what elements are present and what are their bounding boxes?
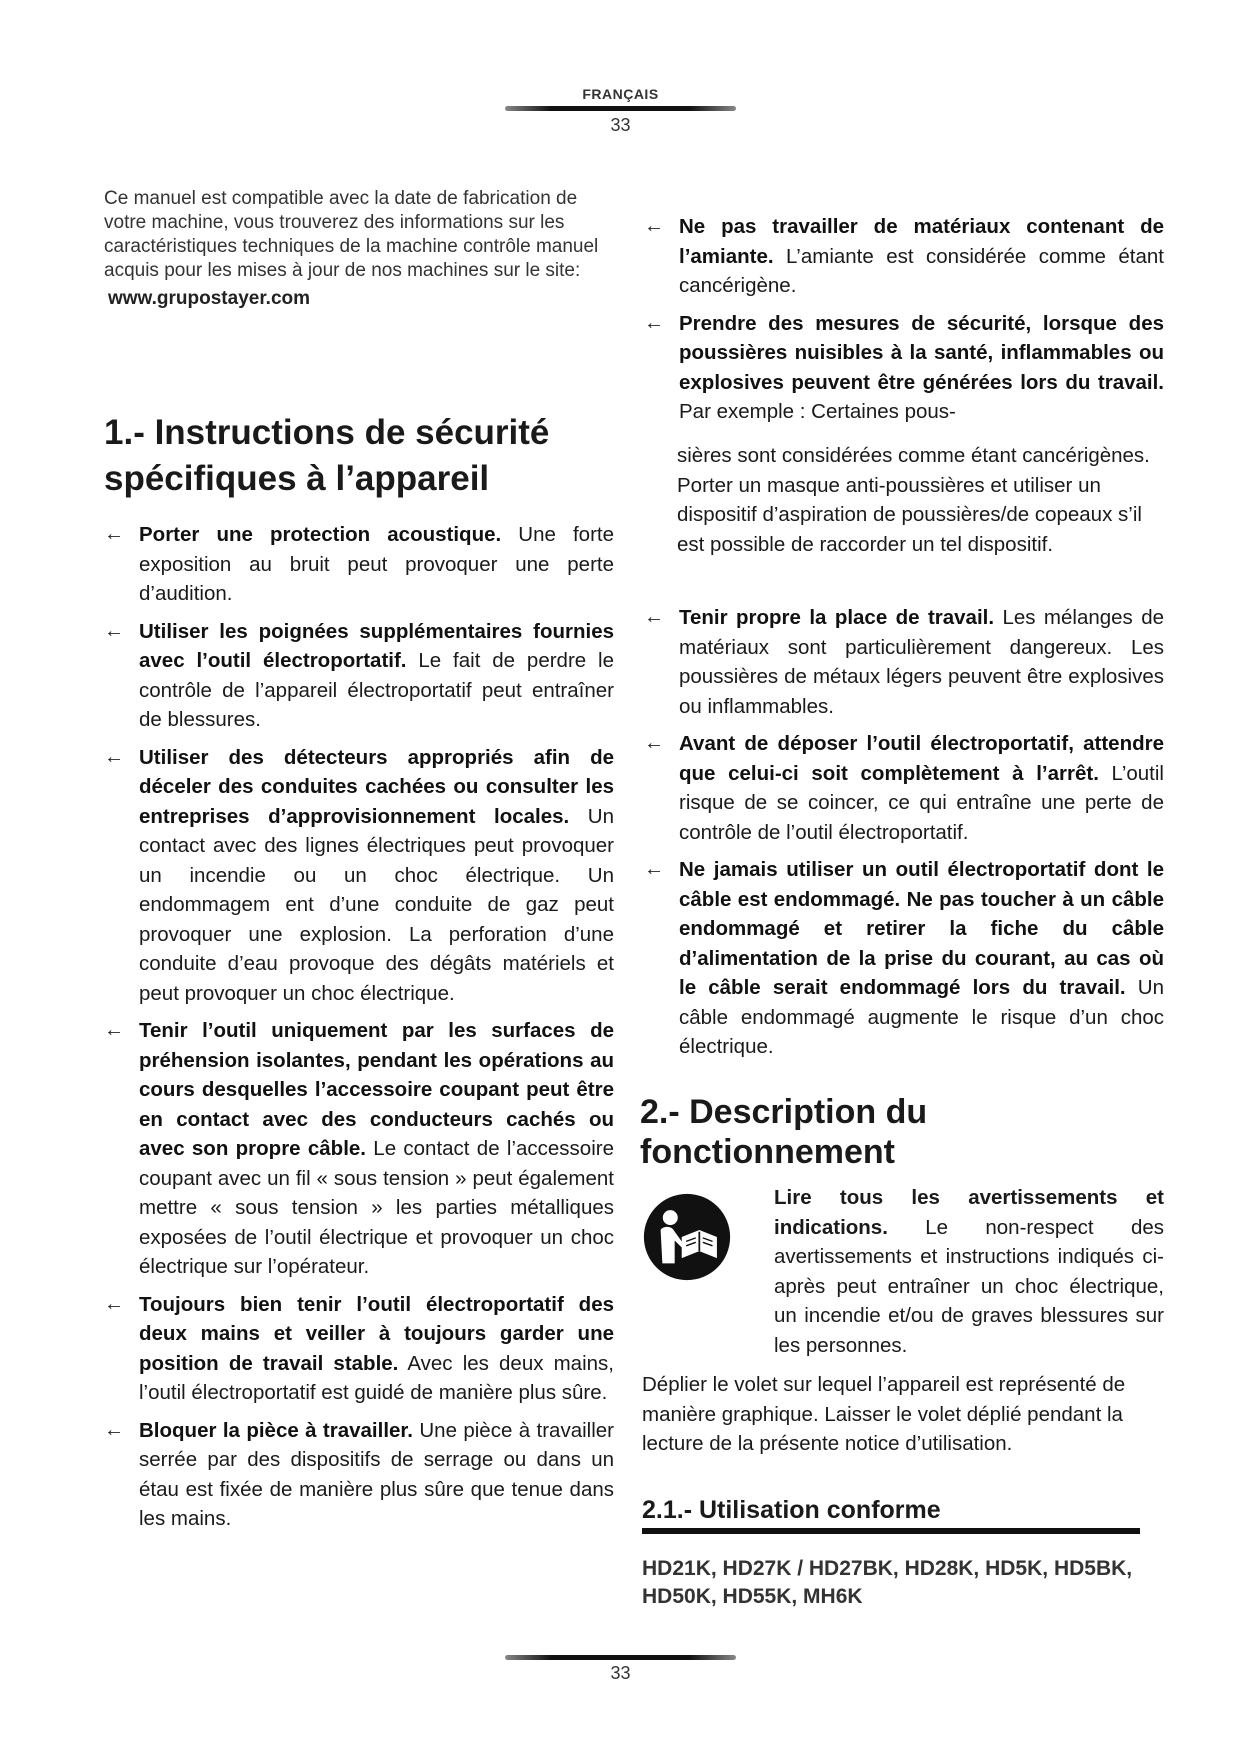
models-list: HD21K, HD27K / HD27BK, HD28K, HD5K, HD5BK, HD50K, HD55K, MH6K: [642, 1557, 1133, 1608]
safety-item: ← Tenir l’outil uniquement par les surfaces de préhension isolantes, pendant les opérations au cours desquelles l’accessoire coupant peut être en contact avec des conducteurs cachés ou avec son propre câble. Le contact de l’accessoire coupant avec un fil « sous tension » peut également mettre « sous tension » les parties métalliques exposées de l’outil électrique et provoquer un choc électrique sur l’opérateur.: [104, 1016, 614, 1282]
safety-item: ← Ne pas travailler de matériaux contenant de l’amiante. L’amiante est considérée comme étant cancérigène.: [644, 212, 1164, 301]
warning-text: [774, 1183, 1164, 1360]
section-2-title-line1: 2.- Description du: [640, 1093, 928, 1131]
footer-page-number: 33: [610, 1663, 631, 1683]
section-1-title-line1: 1.- Instructions de sécurité: [104, 413, 550, 452]
safety-item: ← Toujours bien tenir l’outil électroportatif des deux mains et veiller à toujours garder une position de travail stable. Avec les deux mains, l’outil électroportatif est guidé de manière plus sûre.: [104, 1290, 614, 1408]
safety-item: ← Ne jamais utiliser un outil électroportatif dont le câble est endommagé. Ne pas toucher à un câble endommagé et retirer la fiche du câble d’alimentation de la prise du courant, au cas où le câble serait endommagé lors du travail. Un câble endommagé augmente le risque d’un choc électrique.: [644, 855, 1164, 1062]
arrow-left-icon: ←: [644, 215, 664, 237]
language-header: FRANÇAIS: [582, 86, 659, 102]
intro-block: [104, 187, 624, 311]
header-page-number: 33: [610, 115, 631, 135]
subsection-rule: [642, 1528, 1140, 1534]
warning-bold: Lire tous les avertissements et indications.: [774, 1186, 1164, 1239]
subsection-title: 2.1.- Utilisation conforme: [642, 1496, 941, 1524]
section-2-title: [640, 1092, 1160, 1172]
continuation-text: sières sont considérées comme étant cancérigènes. Porter un masque anti-poussières et utiliser un dispositif d’aspiration de poussières/de copeaux s’il est possible de raccorder un tel dispositif.: [677, 444, 1150, 556]
safety-item: ← Utiliser les poignées supplémentaires fournies avec l’outil électroportatif. Le fait de perdre le contrôle de l’appareil électroportatif peut entraîner de blessures.: [104, 617, 614, 735]
section-2-title-line2: fonctionnement: [640, 1133, 895, 1171]
warning-body: Le non-respect des avertissements et instructions indiqués ci-après peut entraîner un choc électrique, un incendie et/ou de graves blessures sur les personnes.: [774, 1215, 1164, 1357]
arrow-left-icon: ←: [644, 732, 664, 754]
safety-item: ← Prendre des mesures de sécurité, lorsque des poussières nuisibles à la santé, inflammables ou explosives peuvent être générées lors du travail. Par exemple : Certaines pous-: [644, 309, 1164, 427]
arrow-left-icon: ←: [104, 745, 124, 768]
arrow-left-icon: ←: [104, 1418, 124, 1441]
arrow-left-icon: ←: [644, 311, 664, 334]
arrow-left-icon: ←: [104, 619, 124, 642]
arrow-left-icon: ←: [104, 1292, 124, 1315]
arrow-left-icon: ←: [104, 523, 124, 545]
arrow-left-icon: ←: [644, 858, 664, 880]
website-link[interactable]: www.grupostayer.com: [108, 288, 311, 309]
footer-rule: [505, 1655, 736, 1660]
header-rule: [505, 106, 736, 111]
section-1-title-line2: spécifiques à l’appareil: [104, 459, 490, 498]
instruction-paragraph: Déplier le volet sur lequel l’appareil est représenté de manière graphique. Laisser le volet déplié pendant la lecture de la présente notice d’utilisation.: [642, 1373, 1126, 1455]
safety-item: ← Bloquer la pièce à travailler. Une pièce à travailler serrée par des dispositifs de serrage ou dans un étau est fixée de manière plus sûre que tenue dans les mains.: [104, 1416, 614, 1534]
safety-item: ← Tenir propre la place de travail. Les mélanges de matériaux sont particulièrement dangereux. Les poussières de métaux légers peuvent être explosives ou inflammables.: [644, 603, 1164, 721]
left-safety-list: [104, 520, 614, 1542]
section-1-title: [104, 410, 624, 502]
arrow-left-icon: ←: [104, 1019, 124, 1041]
safety-item: ← Avant de déposer l’outil électroportatif, attendre que celui-ci soit complètement à l’arrêt. L’outil risque de se coincer, ce qui entraîne une perte de contrôle de l’outil électroportatif.: [644, 729, 1164, 847]
right-safety-list-a: [644, 212, 1164, 435]
read-manual-icon: [643, 1193, 731, 1281]
safety-item: ← Utiliser des détecteurs appropriés afin de déceler des conduites cachées ou consulter les entreprises d’approvisionnement locales. Un contact avec des lignes électriques peut provoquer un incendie ou un choc électrique. Un endommagem ent d’une conduite de gaz peut provoquer une explosion. La perforation d’une conduite d’eau provoque des dégâts matériels et peut provoquer un choc électrique.: [104, 743, 614, 1009]
intro-text: Ce manuel est compatible avec la date de fabrication de votre machine, vous trouverez des informations sur les caractéristiques techniques de la machine contrôle manuel acquis pour les mises à jour de nos machines sur le site:: [104, 188, 599, 281]
arrow-left-icon: ←: [644, 606, 664, 628]
right-safety-list-b: [644, 603, 1164, 1070]
safety-item: ← Porter une protection acoustique. Une forte exposition au bruit peut provoquer une perte d’audition.: [104, 520, 614, 609]
